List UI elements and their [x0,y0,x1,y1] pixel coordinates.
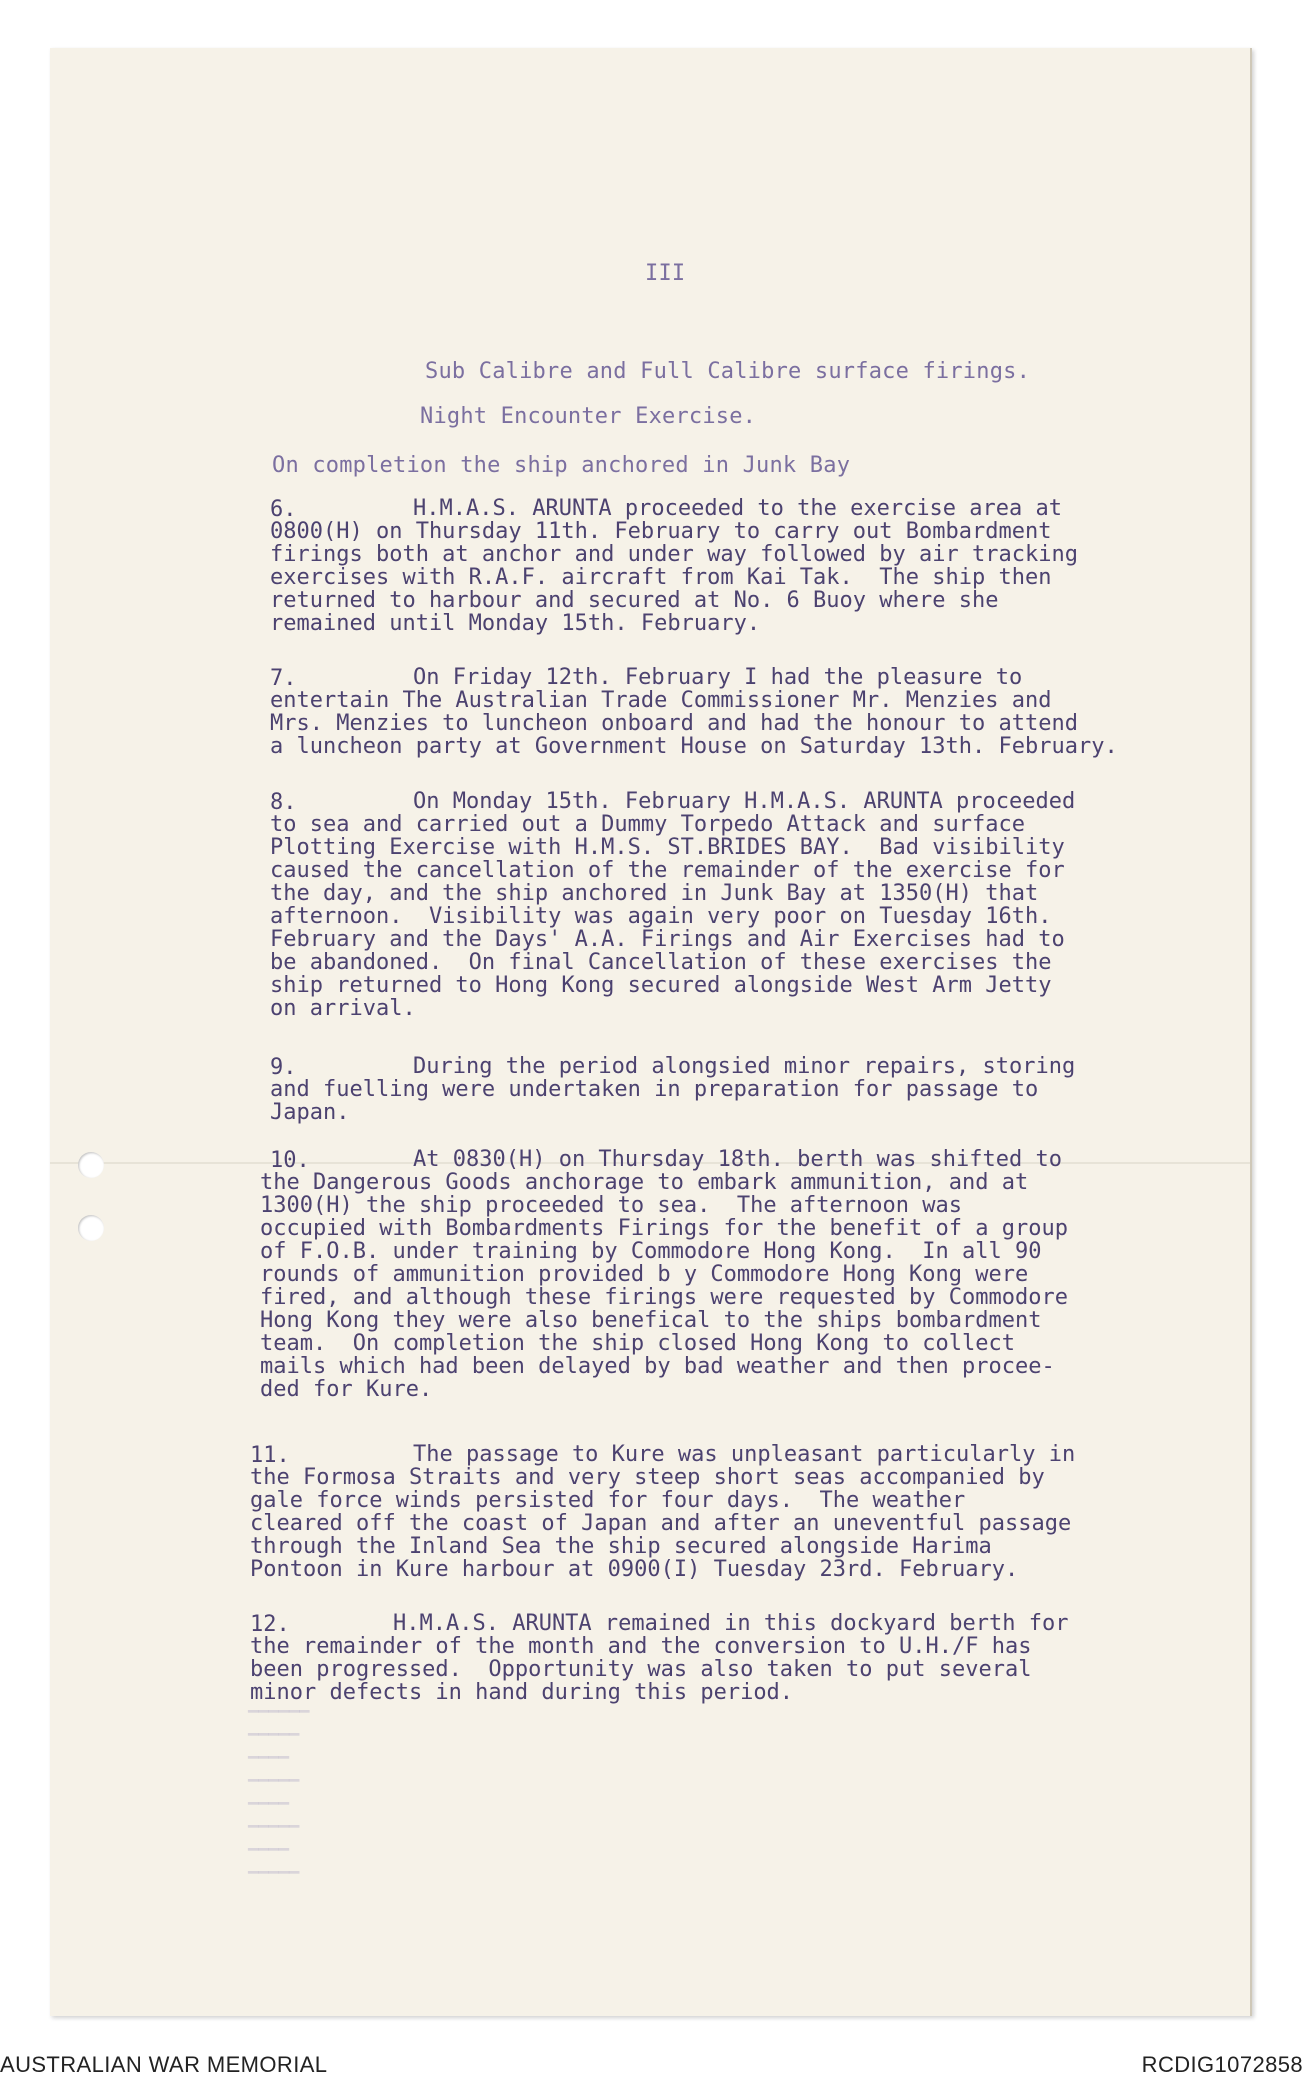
paragraph-12 [245,1612,1165,1704]
paragraph-line: ship returned to Hong Kong secured alongside West Arm Jetty [270,973,1052,998]
paragraph-8 [245,790,1165,1020]
paragraph-line: minor defects in hand during this period. [250,1680,794,1705]
paragraph-number: 10. [270,1148,310,1173]
paragraph-line: At 0830(H) on Thursday 18th. berth was shifted to [413,1147,1063,1172]
paragraph-number: 6. [270,497,297,522]
paragraph-line: gale force winds persisted for four days. The weather [250,1488,966,1513]
paragraph-line: to sea and carried out a Dummy Torpedo Attack and surface [270,812,1025,837]
paragraph-line: exercises with R.A.F. aircraft from Kai Tak. The ship then [270,565,1052,590]
paragraph-line: The passage to Kure was unpleasant particularly in [413,1442,1076,1467]
paragraph-line: During the period alongsied minor repairs, storing [413,1054,1076,1079]
show-through-marks [248,1710,428,1894]
paragraph-line: rounds of ammunition provided b y Commodore Hong Kong were [260,1262,1029,1287]
paragraph-line: be abandoned. On final Cancellation of these exercises the [270,950,1052,975]
paragraph-line: 1300(H) the ship proceeded to sea. The afternoon was [260,1193,962,1218]
paragraph-line: On Monday 15th. February H.M.A.S. ARUNTA proceeded [413,789,1076,814]
punch-hole-bottom [78,1215,104,1241]
footer-institution: AUSTRALIAN WAR MEMORIAL [0,2052,328,2077]
paragraph-line: H.M.A.S. ARUNTA proceeded to the exercise area at [413,496,1063,521]
paragraph-line: and fuelling were undertaken in preparation for passage to [270,1077,1039,1102]
paragraph-line: February and the Days' A.A. Firings and Air Exercises had to [270,927,1065,952]
paragraph-line: of F.O.B. under training by Commodore Hong Kong. In all 90 [260,1239,1042,1264]
footer-item-id: RCDIG1072858 [1141,2052,1303,2077]
page-number: III [645,261,686,286]
paragraph-line: firings both at anchor and under way followed by air tracking [270,542,1078,567]
paragraph-line: team. On completion the ship closed Hong Kong to collect [260,1331,1015,1356]
paragraph-line: the remainder of the month and the conversion to U.H./F has [250,1634,1032,1659]
paragraph-line: ded for Kure. [260,1377,433,1402]
paragraph-line: entertain The Australian Trade Commissioner Mr. Menzies and [270,688,1052,713]
paragraph-line: Pontoon in Kure harbour at 0900(I) Tuesday 23rd. February. [250,1557,1019,1582]
heading-firings: Sub Calibre and Full Calibre surface firings. [425,359,1031,384]
paragraph-line: the Dangerous Goods anchorage to embark ammunition, and at [260,1170,1029,1195]
paragraph-line: been progressed. Opportunity was also taken to put several [250,1657,1032,1682]
show-through-mark: ▔▔▔▔ [248,1803,289,1823]
paragraph-9 [245,1055,1165,1124]
show-through-mark: ▔▔▔▔ [248,1849,289,1869]
show-through-mark: ▔▔▔▔▔▔ [248,1711,310,1731]
paragraph-line: afternoon. Visibility was again very poor on Tuesday 16th. [270,904,1052,929]
paragraph-line: returned to harbour and secured at No. 6 Buoy where she [270,588,999,613]
paragraph-line: the day, and the ship anchored in Junk Bay at 1350(H) that [270,881,1039,906]
paragraph-number: 12. [250,1612,290,1637]
show-through-mark: ▔▔▔▔▔ [248,1826,300,1846]
show-through-mark: ▔▔▔▔▔ [248,1872,300,1892]
document-page [50,48,1252,2016]
paragraph-line: Plotting Exercise with H.M.S. ST.BRIDES BAY. Bad visibility [270,835,1065,860]
show-through-mark: ▔▔▔▔▔ [248,1780,300,1800]
paragraph-line: remained until Monday 15th. February. [270,611,761,636]
heading-junk-bay: On completion the ship anchored in Junk Bay [272,453,851,478]
heading-night-encounter: Night Encounter Exercise. [420,404,757,429]
show-through-mark: ▔▔▔▔ [248,1757,289,1777]
paragraph-line: H.M.A.S. ARUNTA remained in this dockyard berth for [393,1611,1069,1636]
paragraph-number: 7. [270,666,297,691]
paragraph-number: 9. [270,1055,297,1080]
paragraph-number: 8. [270,790,297,815]
paragraph-line: fired, and although these firings were requested by Commodore [260,1285,1068,1310]
paragraph-line: Hong Kong they were also benefical to the ships bombardment [260,1308,1042,1333]
paragraph-line: mails which had been delayed by bad weather and then procee- [260,1354,1055,1379]
paragraph-line: On Friday 12th. February I had the pleasure to [413,665,1023,690]
paragraph-line: Japan. [270,1100,350,1125]
paragraph-line: occupied with Bombardments Firings for the benefit of a group [260,1216,1068,1241]
paragraph-line: Mrs. Menzies to luncheon onboard and had the honour to attend [270,711,1078,736]
paragraph-line: through the Inland Sea the ship secured alongside Harima [250,1534,992,1559]
paragraph-line: on arrival. [270,996,416,1021]
paragraph-line: caused the cancellation of the remainder of the exercise for [270,858,1065,883]
show-through-mark: ▔▔▔▔▔ [248,1734,300,1754]
paragraph-line: cleared off the coast of Japan and after an uneventful passage [250,1511,1072,1536]
paragraph-6 [245,497,1165,635]
paragraph-line: 0800(H) on Thursday 11th. February to carry out Bombardment [270,519,1052,544]
paragraph-line: a luncheon party at Government House on Saturday 13th. February. [270,734,1118,759]
paragraph-line: the Formosa Straits and very steep short seas accompanied by [250,1465,1045,1490]
paragraph-number: 11. [250,1443,290,1468]
paragraph-10 [245,1148,1165,1401]
paragraph-11 [245,1443,1165,1581]
punch-hole-top [78,1152,104,1178]
paragraph-7 [245,666,1165,758]
